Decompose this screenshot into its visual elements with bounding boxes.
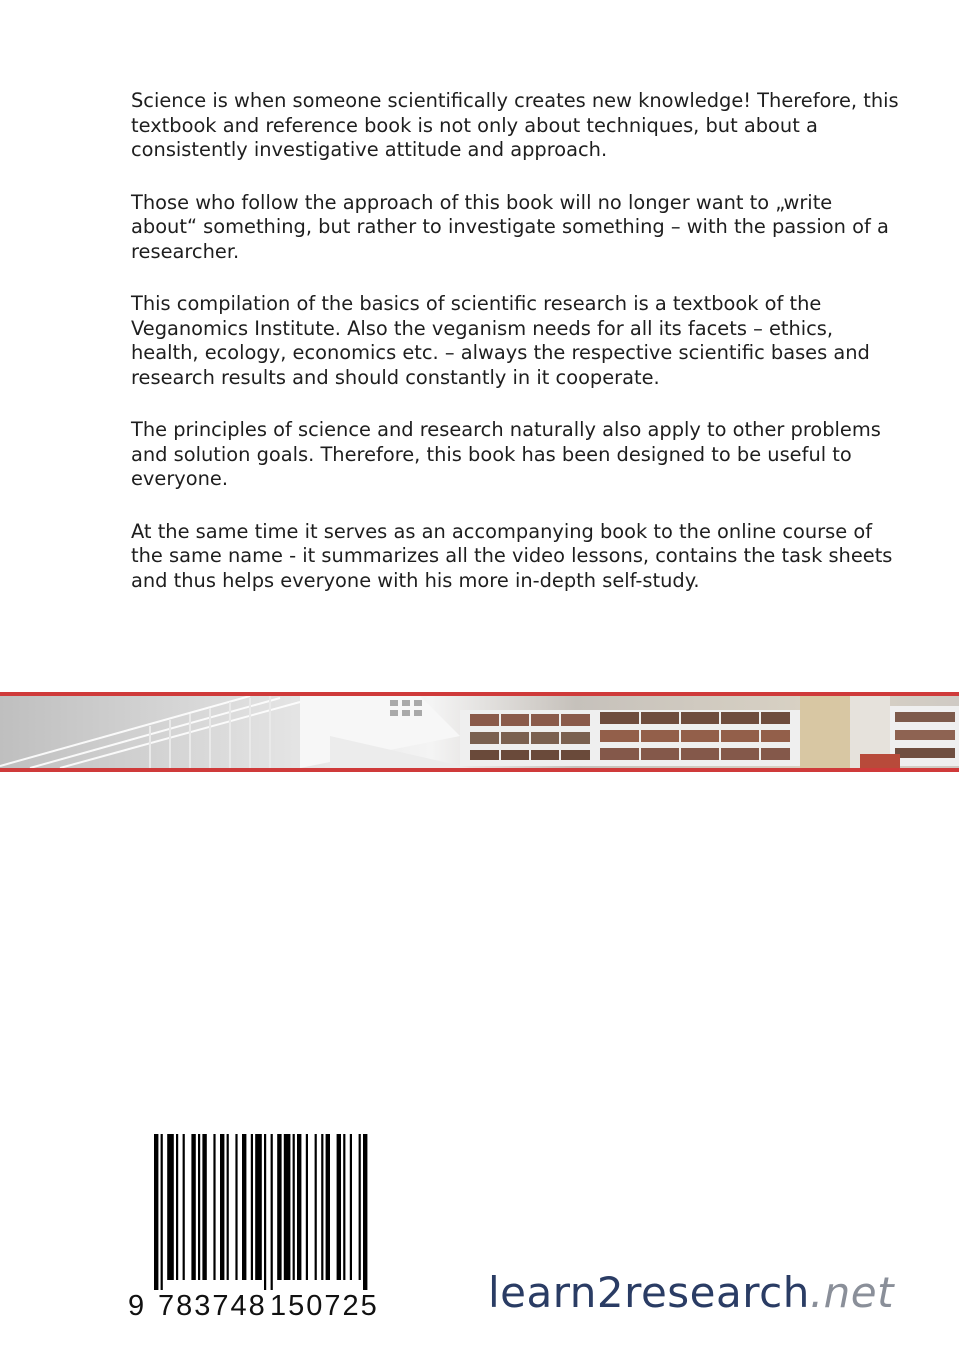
paragraph-4: The principles of science and research naturally also apply to other problems and solution goals. Therefore, this book has been designed to be useful to everyone. (131, 418, 881, 490)
barcode-bar (161, 1134, 163, 1290)
barcode-bar (235, 1134, 237, 1280)
website-logo (488, 1268, 894, 1328)
barcode-bar (359, 1134, 361, 1280)
website-tld: .net (809, 1268, 895, 1317)
barcode-bar (326, 1134, 330, 1280)
banner-stripe-bottom (0, 768, 959, 772)
barcode-right-group: 150725 (270, 1290, 379, 1322)
barcode-bar (337, 1134, 341, 1280)
barcode-digits (128, 1290, 380, 1322)
barcode-bar (264, 1134, 266, 1290)
barcode-bar (297, 1134, 301, 1280)
barcode-bar (176, 1134, 178, 1280)
barcode-first-digit: 9 (128, 1290, 145, 1322)
barcode-bar (284, 1134, 291, 1280)
barcode-bar (255, 1134, 262, 1280)
barcode-bar (154, 1134, 158, 1290)
library-photo-illustration (0, 696, 959, 768)
barcode-bar (306, 1134, 308, 1280)
paragraph-1: Science is when someone scientifically creates new knowledge! Therefore, this textbook and reference book is not only about techniques, but about a consistently investigative attitude and approach. (131, 89, 899, 161)
barcode-bar (321, 1134, 323, 1280)
barcode-left-group: 783748 (158, 1290, 267, 1322)
library-banner (0, 692, 959, 772)
isbn-barcode (128, 1132, 380, 1322)
barcode-bar (242, 1134, 246, 1280)
barcode-bar (191, 1134, 195, 1280)
back-cover-text (131, 89, 901, 621)
barcode-bars (128, 1132, 380, 1292)
barcode-bar (167, 1134, 174, 1280)
barcode-bar (363, 1134, 367, 1290)
barcode-bar (277, 1134, 281, 1280)
barcode-bar (251, 1134, 253, 1280)
barcode-bar (220, 1134, 224, 1280)
barcode-bar (213, 1134, 215, 1280)
website-name: learn2research (488, 1268, 810, 1317)
barcode-bar (227, 1134, 229, 1280)
barcode-bar (271, 1134, 273, 1290)
paragraph-2: Those who follow the approach of this book will no longer want to „write about“ something, but rather to investigate something – with the passion of a researcher. (131, 190, 889, 263)
barcode-bar (183, 1134, 185, 1280)
barcode-bar (293, 1134, 295, 1280)
barcode-bar (202, 1134, 206, 1280)
barcode-bar (343, 1134, 345, 1280)
barcode-bar (315, 1134, 317, 1280)
paragraph-3: This compilation of the basics of scientific research is a textbook of the Veganomics Institute. Also the veganism needs for all its facets – ethics, health, ecology, economics etc. – always the respective scientific bases and research results and should constantly in it cooperate. (131, 292, 870, 389)
paragraph-5: At the same time it serves as an accompanying book to the online course of the same name - it summarizes all the video lessons, contains the task sheets and thus helps everyone with his more in-depth self-study. (131, 519, 893, 592)
library-photo (0, 696, 959, 768)
barcode-bar (350, 1134, 352, 1280)
barcode-bar (198, 1134, 200, 1280)
